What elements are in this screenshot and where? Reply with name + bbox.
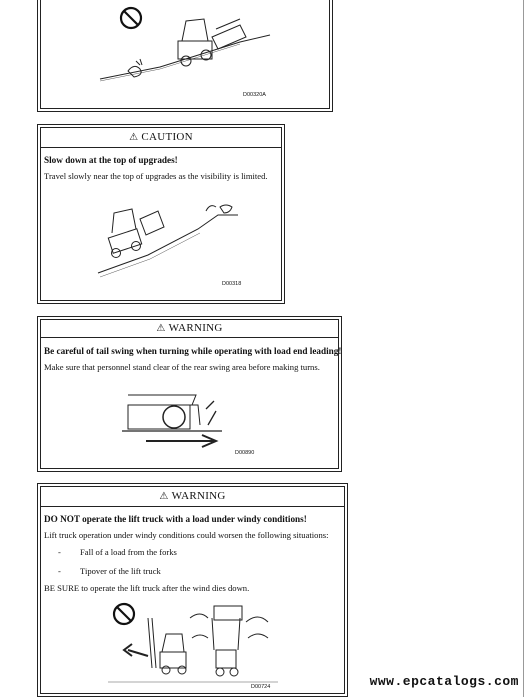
caution-body: Travel slowly near the top of upgrades as the visibility is limited. (44, 171, 268, 181)
warning-tail-swing-body: Make sure that personnel stand clear of the rear swing area before making turns. (44, 362, 320, 372)
forklift-slope-prohibited-illustration (40, 0, 330, 105)
warning-windy-code: D00724 (251, 684, 271, 690)
bullet-dash: - (58, 547, 61, 557)
caution-figure-code: D00318 (222, 281, 242, 287)
warning-triangle-icon: ⚠ (129, 132, 139, 143)
warning-windy-box (37, 483, 348, 697)
warning-tail-swing-heading: Be careful of tail swing when turning while operating with load end leading! (44, 346, 342, 356)
warning-windy-closing: BE SURE to operate the lift truck after the wind dies down. (44, 583, 250, 593)
bullet-item: Fall of a load from the forks (80, 547, 177, 557)
warning-windy-heading: DO NOT operate the lift truck with a load under windy conditions! (44, 514, 307, 524)
figure-code: D00320A (243, 92, 266, 98)
warning-tail-swing-code: D00890 (235, 450, 255, 456)
warning-tail-swing-header: ⚠ WARNING (40, 319, 339, 338)
warning-triangle-icon: ⚠ (159, 491, 169, 502)
caution-box (37, 124, 285, 304)
warning-tail-swing-box (37, 316, 342, 472)
caution-header: ⚠ CAUTION (40, 127, 282, 148)
bullet-dash: - (58, 566, 61, 576)
warning-triangle-icon: ⚠ (156, 323, 166, 334)
warning-windy-header: ⚠ WARNING (40, 486, 345, 507)
watermark: www.epcatalogs.com (369, 674, 519, 689)
page-edge-line (523, 0, 524, 697)
bullet-item: Tipover of the lift truck (80, 566, 161, 576)
tail-swing-illustration (122, 381, 252, 453)
top-figure-box (37, 0, 333, 112)
windy-forklift-illustration (108, 598, 278, 690)
caution-heading: Slow down at the top of upgrades! (44, 155, 178, 165)
forklift-upgrade-illustration (88, 189, 248, 279)
warning-windy-intro: Lift truck operation under windy conditions could worsen the following situations: (44, 530, 329, 540)
